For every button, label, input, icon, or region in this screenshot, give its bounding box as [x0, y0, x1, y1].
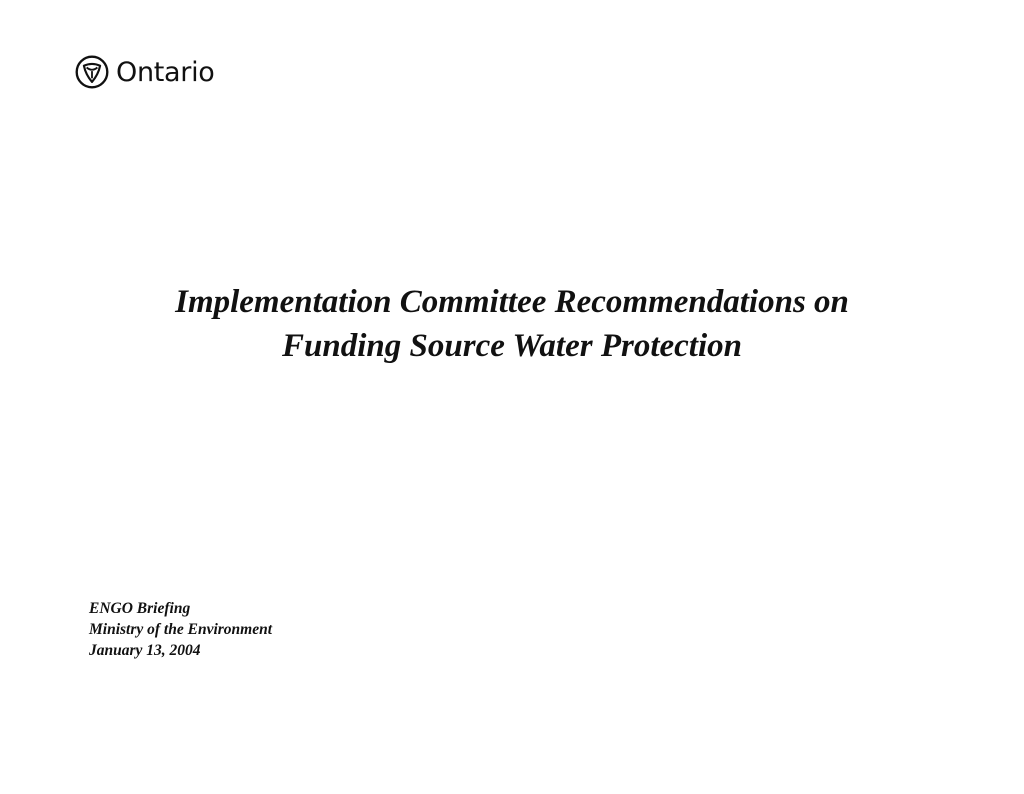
ministry-name: Ministry of the Environment	[89, 621, 273, 638]
briefing-date: January 13, 2004	[89, 642, 201, 659]
title-line-1: Implementation Committee Recommendations on	[175, 284, 849, 320]
ontario-logo	[74, 54, 215, 90]
briefing-type: ENGO Briefing	[89, 600, 191, 617]
ontario-trillium-icon	[74, 54, 110, 90]
logo-wordmark: Ontario	[116, 56, 215, 88]
briefing-details	[89, 598, 272, 661]
document-title	[60, 280, 964, 368]
title-line-2: Funding Source Water Protection	[282, 328, 742, 364]
